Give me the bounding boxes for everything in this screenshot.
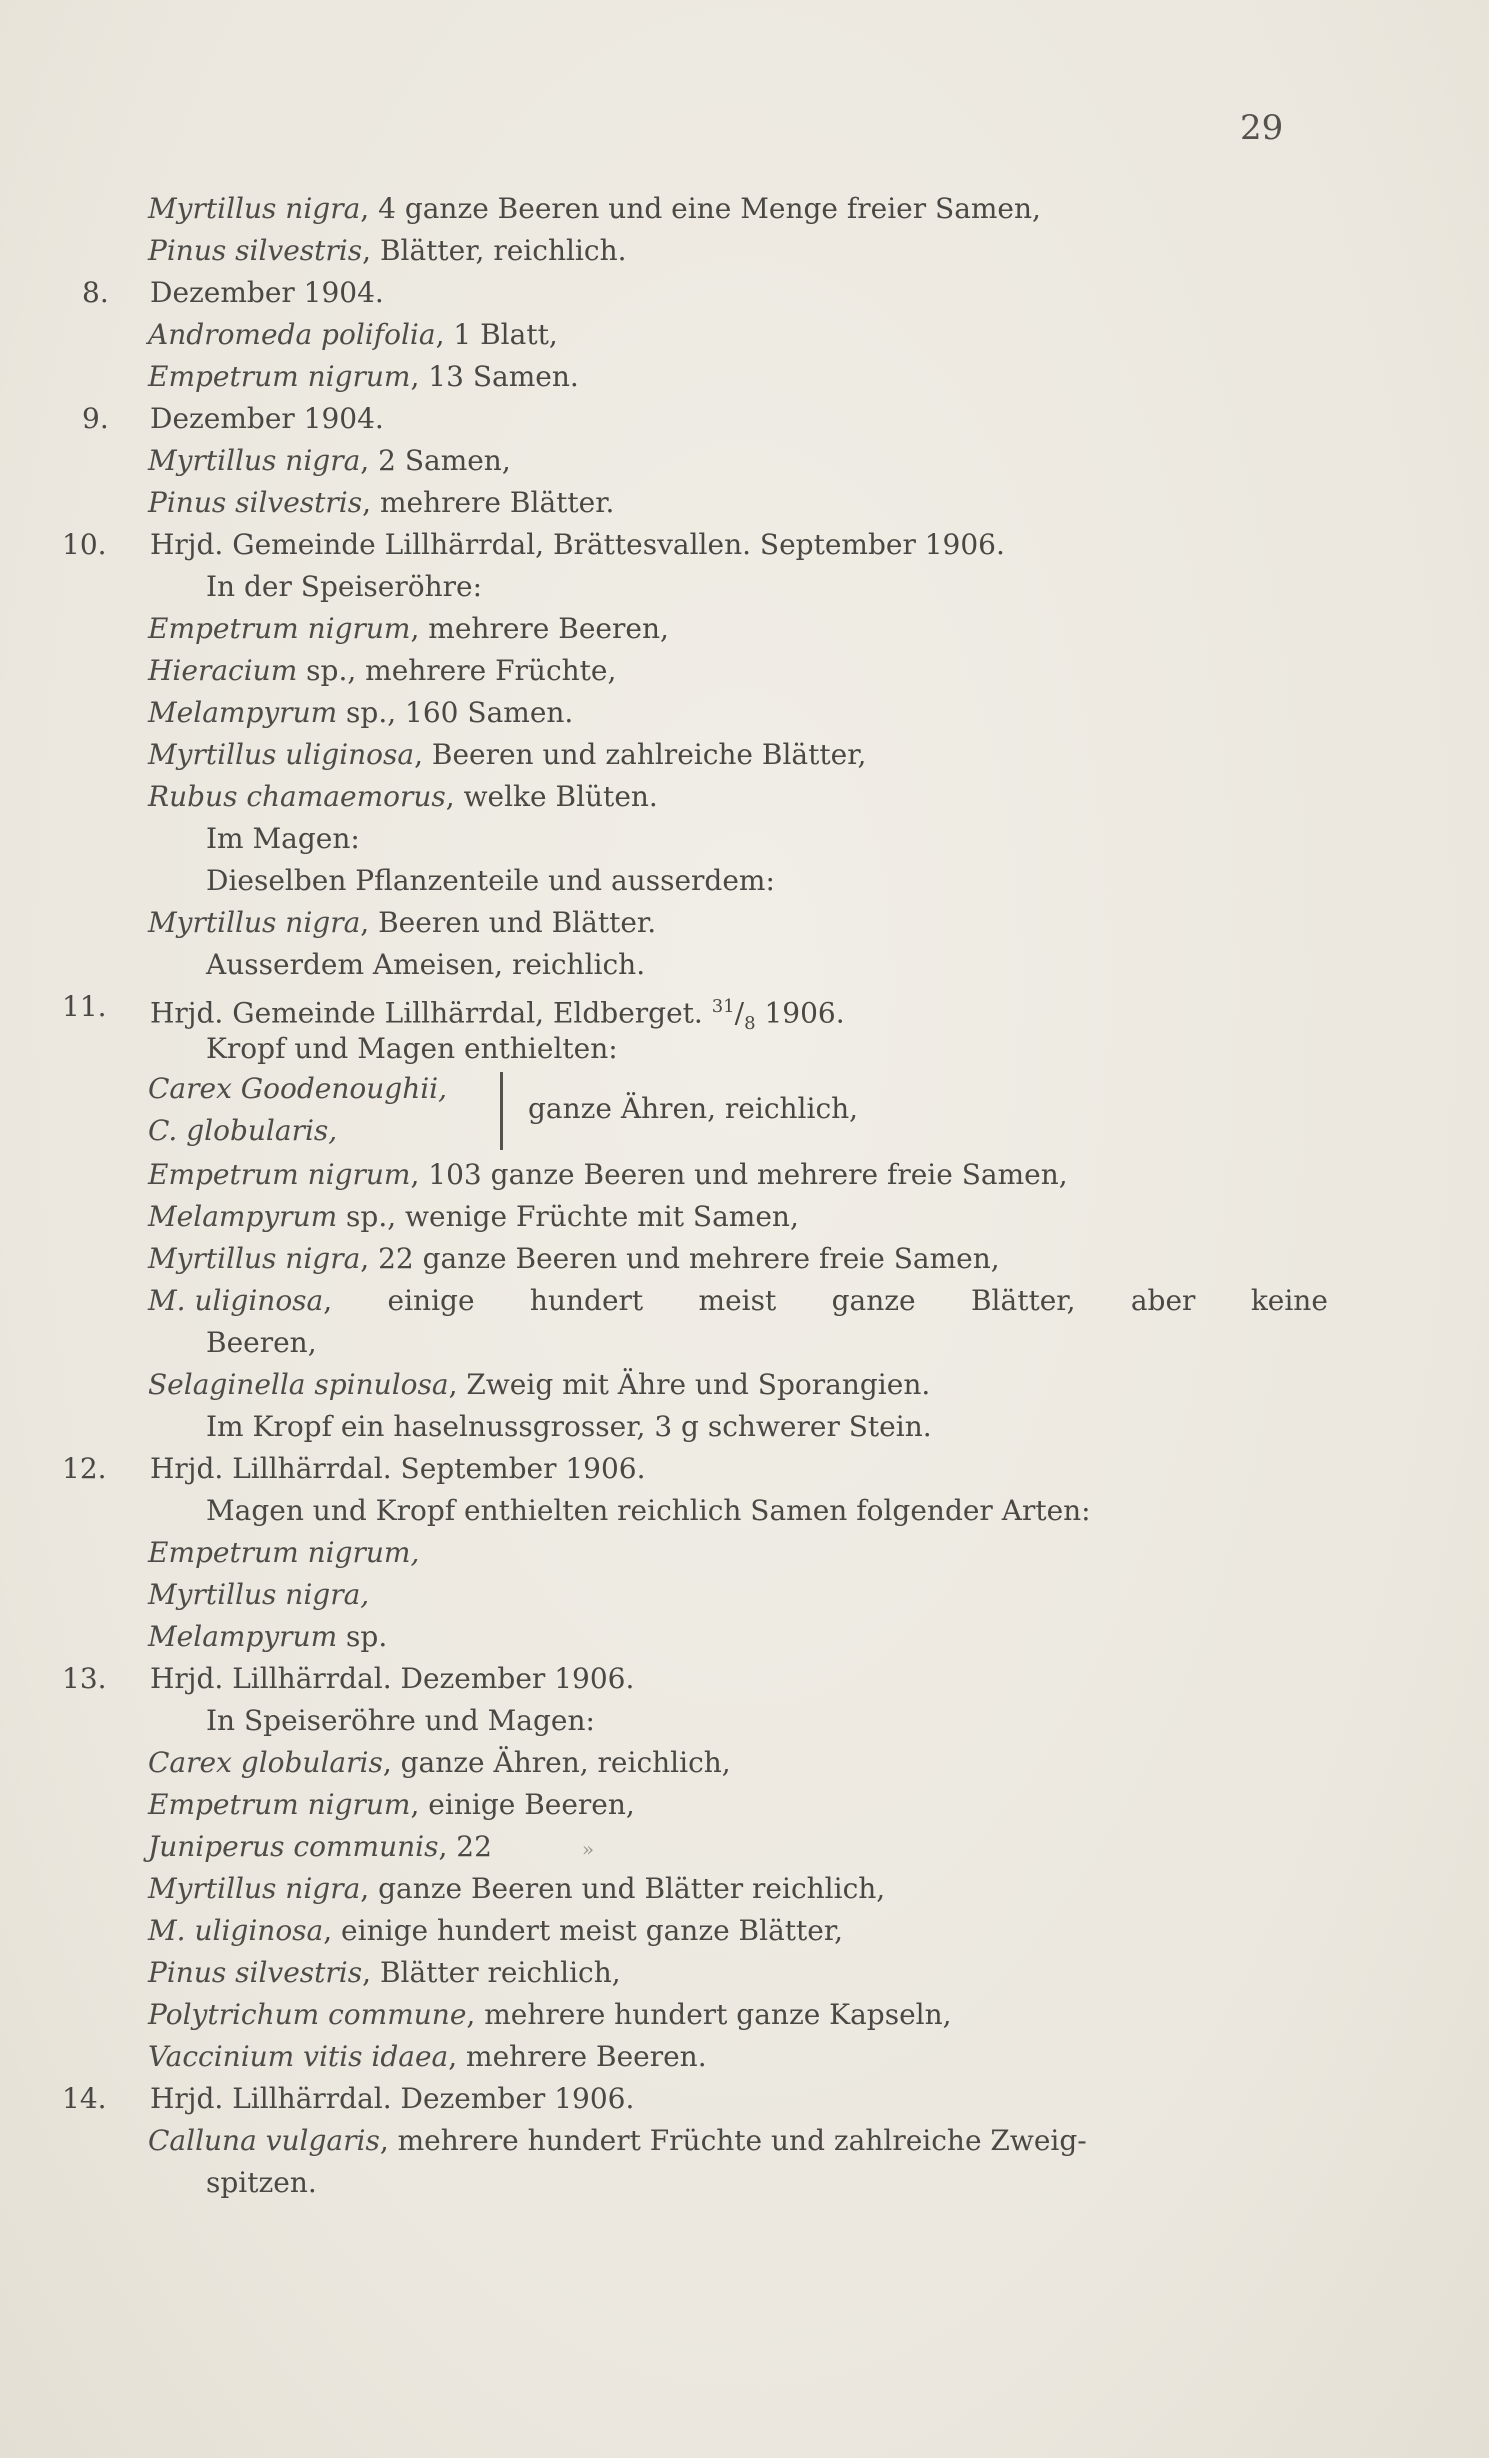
entry-number-11: 11. [62, 990, 107, 1023]
text-line [148, 2036, 707, 2078]
text-line [148, 440, 511, 482]
text-line [148, 314, 558, 356]
text-line [148, 1994, 952, 2036]
species-name: Empetrum nigrum, [148, 1536, 420, 1569]
entry-text: , Beeren und Blätter. [360, 906, 657, 939]
word: einige [387, 1284, 475, 1317]
entry-text: , einige Beeren, [410, 1788, 635, 1821]
entry-heading: Hrjd. Lillhärrdal. Dezember 1906. [150, 1662, 635, 1695]
text-line [148, 902, 656, 944]
entry-text: , welke Blüten. [445, 780, 658, 813]
entry-text: , mehrere Beeren, [410, 612, 669, 645]
species-name: C. globularis, [148, 1114, 338, 1147]
entry-text: Hrjd. Gemeinde Lillhärrdal, Eldberget. [150, 996, 703, 1030]
section-label: Kropf und Magen enthielten: [206, 1032, 618, 1065]
entry-heading: Hrjd. Lillhärrdal. Dezember 1906. [150, 2082, 635, 2115]
species-name: Hieracium [148, 654, 298, 687]
entry-text: , Blätter reichlich, [362, 1956, 621, 1989]
text-line [148, 1196, 799, 1238]
entry-text: , 22 ganze Beeren und mehrere freie Samen, [360, 1242, 1000, 1275]
text-line: Ausserdem Ameisen, reichlich. [206, 948, 646, 981]
entry-text: sp., wenige Früchte mit Samen, [337, 1200, 799, 1233]
species-name: Empetrum nigrum [148, 612, 411, 645]
entry-number-8: 8. [82, 276, 109, 309]
grouped-species-block [148, 1068, 1048, 1152]
species-name: Carex globularis [148, 1746, 383, 1779]
text-line [148, 1784, 635, 1826]
species-name: Myrtillus uliginosa [148, 738, 415, 771]
word: Blätter, [970, 1284, 1076, 1317]
species-name: M. uliginosa [148, 1284, 324, 1317]
species-name: Myrtillus nigra, [148, 1578, 370, 1611]
page-number: 29 [1240, 108, 1284, 148]
entry-text: , einige hundert meist ganze Blätter, [323, 1914, 844, 1947]
grouped-description: ganze Ähren, reichlich, [528, 1092, 859, 1125]
species-name: Vaccinium vitis idaea [148, 2040, 449, 2073]
entry-text: , 13 Samen. [410, 360, 579, 393]
entry-heading: Dezember 1904. [150, 276, 384, 309]
species-with-comma [148, 1280, 332, 1322]
species-name: Myrtillus nigra [148, 906, 361, 939]
species-name: Melampyrum [148, 696, 338, 729]
word: ganze [831, 1284, 916, 1317]
species-name: Myrtillus nigra [148, 1872, 361, 1905]
entry-number-14: 14. [62, 2082, 107, 2115]
species-name: Polytrichum commune [148, 1998, 467, 2031]
species-name: Pinus silvestris [148, 486, 363, 519]
text-line [148, 1952, 621, 1994]
entry-year: 1906. [764, 996, 845, 1030]
entry-text: sp., 160 Samen. [337, 696, 574, 729]
text-line [148, 776, 658, 818]
text-line: spitzen. [206, 2166, 317, 2199]
entry-heading: Hrjd. Lillhärrdal. September 1906. [150, 1452, 646, 1485]
entry-text: , 1 Blatt, [435, 318, 558, 351]
date-month: 8 [744, 1012, 756, 1034]
entry-heading: Hrjd. Gemeinde Lillhärrdal, Brättesvallen. September 1906. [150, 528, 1005, 561]
species-name: Pinus silvestris [148, 1956, 363, 1989]
text-line [148, 1616, 387, 1658]
text-line-justified [148, 1280, 1328, 1322]
text-line: Magen und Kropf enthielten reichlich Samen folgender Arten: [206, 1494, 1091, 1527]
entry-number-13: 13. [62, 1662, 107, 1695]
word: , [323, 1284, 333, 1317]
species-name: M. uliginosa [148, 1914, 324, 1947]
species-name: Selaginella spinulosa [148, 1368, 449, 1401]
entry-text: , ganze Beeren und Blätter reichlich, [360, 1872, 886, 1905]
entry-number-10: 10. [62, 528, 107, 561]
entry-heading: Dezember 1904. [150, 402, 384, 435]
text-line [148, 1742, 731, 1784]
species-name: Carex Goodenoughii, [148, 1072, 448, 1105]
text-line [148, 1238, 1000, 1280]
section-label: In Speiseröhre und Magen: [206, 1704, 595, 1737]
entry-text: , Beeren und zahlreiche Blätter, [414, 738, 867, 771]
entry-text: , 4 ganze Beeren und eine Menge freier Samen, [360, 192, 1041, 225]
word: hundert [529, 1284, 644, 1317]
species-name: Myrtillus nigra [148, 444, 361, 477]
section-label: Im Magen: [206, 822, 360, 855]
grouping-bar [500, 1072, 503, 1150]
text-line [148, 482, 614, 524]
text-line [148, 692, 573, 734]
entry-heading: Hrjd. Gemeinde Lillhärrdal, Eldberget. $^{31}/_8$ 1906. [150, 996, 845, 1034]
word: keine [1250, 1284, 1328, 1317]
text-line [148, 1868, 885, 1910]
entry-text: , mehrere hundert ganze Kapseln, [466, 1998, 952, 2031]
entry-text: , ganze Ähren, reichlich, [382, 1746, 731, 1779]
entry-text: sp., mehrere Früchte, [297, 654, 617, 687]
text-line [148, 188, 1041, 230]
ditto-mark: » [581, 1837, 595, 1861]
text-line: Dieselben Pflanzenteile und ausserdem: [206, 864, 775, 897]
species-name: Pinus silvestris [148, 234, 363, 267]
word: meist [698, 1284, 777, 1317]
text-line [148, 608, 669, 650]
text-line [148, 1154, 1068, 1196]
species-name: Melampyrum [148, 1200, 338, 1233]
text-line: Im Kropf ein haselnussgrosser, 3 g schwerer Stein. [206, 1410, 932, 1443]
species-name: Juniperus communis [148, 1830, 439, 1863]
text-line [148, 2120, 1087, 2162]
species-name: Myrtillus nigra [148, 1242, 361, 1275]
entry-number-9: 9. [82, 402, 109, 435]
entry-text: , mehrere Beeren. [448, 2040, 707, 2073]
entry-text: , mehrere hundert Früchte und zahlreiche Zweig- [379, 2124, 1087, 2157]
text-line [148, 1364, 930, 1406]
species-name: Empetrum nigrum [148, 1788, 411, 1821]
entry-text: , 103 ganze Beeren und mehrere freie Samen, [410, 1158, 1068, 1191]
species-name: Melampyrum [148, 1620, 338, 1653]
entry-text: , 22 [438, 1830, 492, 1863]
entry-number-12: 12. [62, 1452, 107, 1485]
text-line [148, 734, 866, 776]
entry-text: , 2 Samen, [360, 444, 511, 477]
entry-text: sp. [337, 1620, 388, 1653]
entry-text: , mehrere Blätter. [362, 486, 615, 519]
species-name: Empetrum nigrum [148, 1158, 411, 1191]
text-line [148, 356, 579, 398]
text-line: Beeren, [206, 1326, 317, 1359]
date-day: 31 [711, 996, 735, 1017]
species-name: Calluna vulgaris [148, 2124, 380, 2157]
entry-text: , Zweig mit Ähre und Sporangien. [448, 1368, 931, 1401]
text-line [148, 1826, 594, 1868]
entry-text: , Blätter, reichlich. [362, 234, 627, 267]
text-line [148, 1910, 843, 1952]
section-label: In der Speiseröhre: [206, 570, 483, 603]
species-name: Empetrum nigrum [148, 360, 411, 393]
species-name: Andromeda polifolia [148, 318, 436, 351]
species-name: Myrtillus nigra [148, 192, 361, 225]
text-line [148, 230, 627, 272]
word: aber [1130, 1284, 1196, 1317]
text-line [148, 650, 616, 692]
species-name: Rubus chamaemorus [148, 780, 446, 813]
